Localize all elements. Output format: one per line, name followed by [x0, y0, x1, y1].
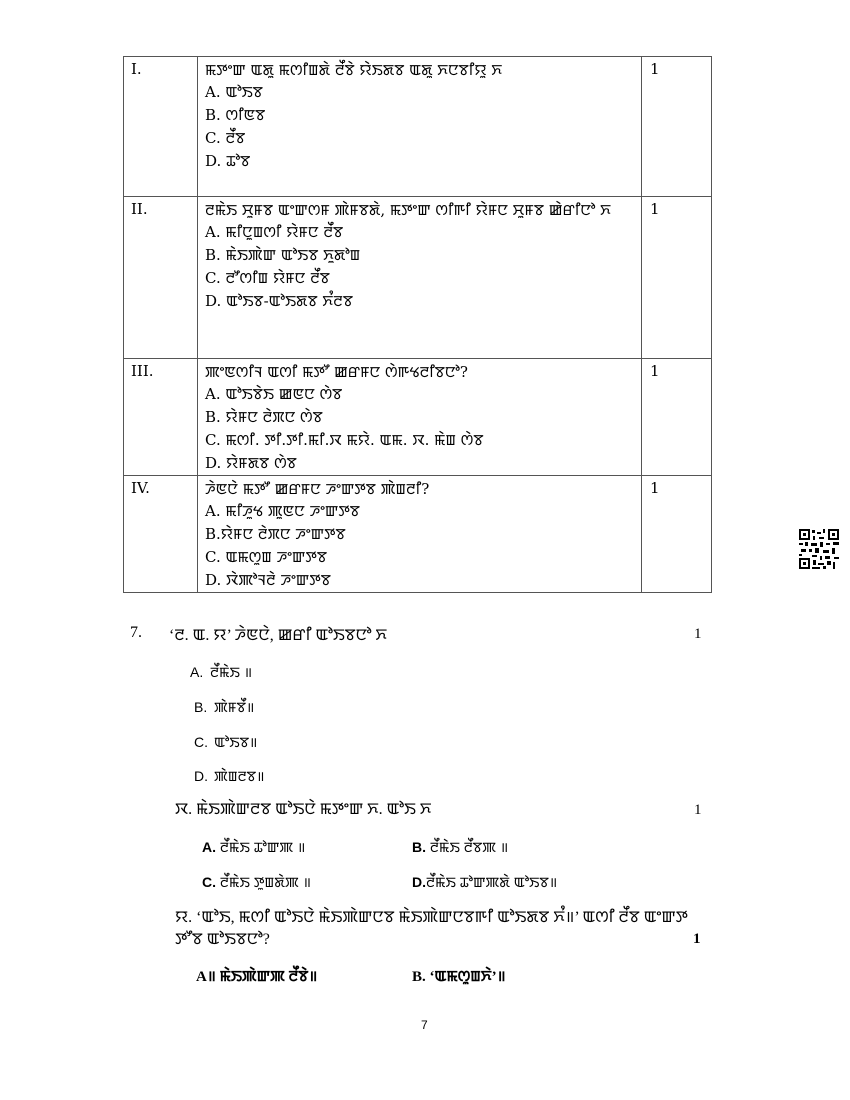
question-9-marks: 1 [693, 931, 701, 947]
question-cell [198, 57, 642, 197]
option-letter: C. [194, 734, 208, 750]
marks-cell: 1 [642, 197, 712, 359]
question-7-option-a [190, 663, 252, 682]
option-text: ꯂꯩꯃꯥꯏ ꯇꯨꯡꯗꯥꯄ ॥ [219, 874, 311, 890]
table-row [124, 359, 712, 476]
option-d: D. ꯑꯣꯏꯕ-ꯑꯣꯏꯗꯕ ꯈꯪꯂꯕ [205, 292, 353, 310]
option-c: C. ꯑꯃꯁꯨꯡ ꯍꯦꯛꯇꯕ [205, 548, 327, 566]
question-number: III. [124, 359, 198, 476]
marks-cell: 1 [642, 359, 712, 476]
question-7-option-c [194, 733, 257, 752]
question-8-option-b [412, 838, 508, 857]
mcq-table [123, 56, 712, 593]
option-b: B. ꯃꯥꯏꯄꯥꯛ ꯑꯣꯏꯕ ꯈꯨꯗꯣꯡ [205, 246, 361, 264]
option-letter: A. [190, 664, 204, 680]
option-b: B.ꯌꯥꯝꯅ ꯂꯥꯞꯅ ꯍꯦꯛꯇꯕ [205, 525, 346, 543]
question-cell [198, 197, 642, 359]
question-text: ꯄꯦꯟꯁꯤꯜ ꯑꯁꯤ ꯃꯇꯧ ꯀꯔꯝꯅ ꯁꯥꯒꯠꯂꯤꯕꯅꯣ? [205, 363, 468, 381]
option-c: C. ꯂꯧꯁꯤꯡ ꯌꯥꯝꯅ ꯂꯩꯕ [205, 269, 330, 287]
option-letter: A. [202, 839, 216, 855]
option-a: A. ꯑꯣꯏꯕꯥꯏ ꯀꯟꯅ ꯁꯥꯕ [205, 385, 343, 403]
option-d: D. ꯌꯥꯝꯗꯕ ꯁꯥꯕ [205, 454, 297, 472]
question-7-marks: 1 [694, 626, 702, 642]
option-text: ꯂꯩꯃꯥꯏ ꯂꯩꯕꯄ ॥ [429, 839, 509, 855]
question-text: ꯂꯃꯥꯏ ꯆꯨꯝꯕ ꯑꯦꯛꯁꯝ ꯄꯥꯝꯕꯗꯥ, ꯃꯇꯦꯛ ꯁꯤꯒꯤ ꯌꯥꯝꯅ ꯆꯨꯝꯕ ꯀꯥꯔꯤꯅꯣ ꯈ [205, 201, 611, 219]
option-a: A. ꯃꯤꯍꯨꯠ ꯄꯨꯟꯅ ꯍꯦꯛꯇꯕ [205, 502, 360, 520]
option-text: ꯂꯩꯃꯥꯏ ꯊꯣꯛꯄ ॥ [219, 839, 306, 855]
option-d: D. ꯋꯥꯄꯣꯜꯂꯥ ꯍꯦꯛꯇꯕ [205, 571, 331, 589]
question-9-text-line1: ꯌ. ‘ꯑꯣꯏ, ꯃꯁꯤ ꯑꯣꯏꯅꯥ ꯃꯥꯏꯄꯥꯛꯅꯕ ꯃꯥꯏꯄꯥꯛꯅꯕꯒꯤ ꯑꯣꯏꯗꯕ ꯈꯪ॥’ ꯑꯁꯤ ꯂꯩꯕ ꯑꯦꯛꯇ [175, 909, 688, 926]
question-number: II. [124, 197, 198, 359]
option-text: ꯄꯥꯡꯂꯕ॥ [214, 768, 265, 784]
option-letter: B. [194, 699, 208, 715]
option-text: ꯄꯥꯝꯕꯩ॥ [214, 699, 255, 715]
option-a: A. ꯑꯣꯏꯕ [205, 83, 263, 101]
table-row [124, 197, 712, 359]
question-9-text-line2: ꯇꯧꯕ ꯑꯣꯏꯕꯅꯣ? [175, 931, 270, 948]
option-letter: D. [412, 874, 426, 890]
question-cell [198, 359, 642, 476]
option-b: B. ꯁꯤꯟꯕ [205, 106, 266, 124]
qr-code-icon [799, 529, 839, 569]
option-d: D. ꯊꯣꯕ [205, 152, 251, 170]
table-row [124, 57, 712, 197]
option-text: ꯂꯩꯃꯥꯏ ꯊꯣꯛꯄꯗꯥ ꯑꯣꯏꯕ॥ [426, 874, 558, 890]
option-text: ꯑꯣꯏꯕ॥ [214, 734, 258, 750]
table-row [124, 476, 712, 593]
question-number: IV. [124, 476, 198, 593]
question-8-marks: 1 [694, 802, 702, 818]
question-7-text: ‘ꯂ. ꯑ. ꯌ’ ꯍꯥꯟꯅꯥ, ꯀꯔꯤ ꯑꯣꯏꯕꯅꯣ ꯈ [169, 627, 387, 644]
option-c: C. ꯃꯁꯤ. ꯇꯤ.ꯇꯤ.ꯃꯤ.ꯋ ꯃꯌꯥ. ꯑꯃ. ꯋ. ꯃꯥꯡ ꯁꯥꯕ [205, 431, 484, 449]
option-text: ꯂꯩꯃꯥꯏ ॥ [210, 664, 253, 680]
marks-cell: 1 [642, 57, 712, 197]
option-c: C. ꯂꯩꯕ [205, 129, 246, 147]
question-7-number: 7. [130, 624, 142, 641]
question-9-option-a: A॥ ꯃꯥꯏꯄꯥꯛꯄ ꯂꯩꯕꯥ॥ [196, 969, 318, 985]
option-a: A. ꯃꯤꯅꯨꯡꯁꯤ ꯌꯥꯝꯅ ꯂꯩꯕ [205, 223, 344, 241]
question-9-option-b: B. ‘ꯑꯃꯁꯨꯡꯈꯥ’॥ [412, 969, 506, 985]
page-number: 7 [421, 1018, 428, 1032]
question-8-option-a [202, 838, 305, 857]
marks-cell: 1 [642, 476, 712, 593]
question-8-option-d [412, 873, 557, 892]
question-cell [198, 476, 642, 593]
question-8-text: ꯋ. ꯃꯥꯏꯄꯥꯛꯂꯕ ꯑꯣꯏꯅꯥ ꯃꯇꯦꯛ ꯈ. ꯑꯣꯏ ꯈ [175, 801, 432, 818]
option-b: B. ꯌꯥꯝꯅ ꯂꯥꯞꯅ ꯁꯥꯕ [205, 408, 323, 426]
option-letter: B. [412, 839, 426, 855]
question-text: ꯃꯇꯦꯛ ꯑꯗꯨ ꯃꯁꯤꯡꯗꯥ ꯂꯩꯕꯥ ꯌꯥꯏꯗꯕ ꯑꯗꯨ ꯈꯅꯕꯤꯌꯨ ꯈ [205, 61, 503, 79]
question-7-option-d [194, 767, 265, 786]
option-letter: C. [202, 874, 216, 890]
question-text: ꯍꯥꯟꯅꯥ ꯃꯇꯧ ꯀꯔꯝꯅ ꯍꯦꯛꯇꯕ ꯄꯥꯡꯂꯤ? [205, 480, 430, 498]
question-7-option-b [194, 698, 254, 717]
question-number: I. [124, 57, 198, 197]
option-letter: D. [194, 768, 208, 784]
question-8-option-c [202, 873, 311, 892]
